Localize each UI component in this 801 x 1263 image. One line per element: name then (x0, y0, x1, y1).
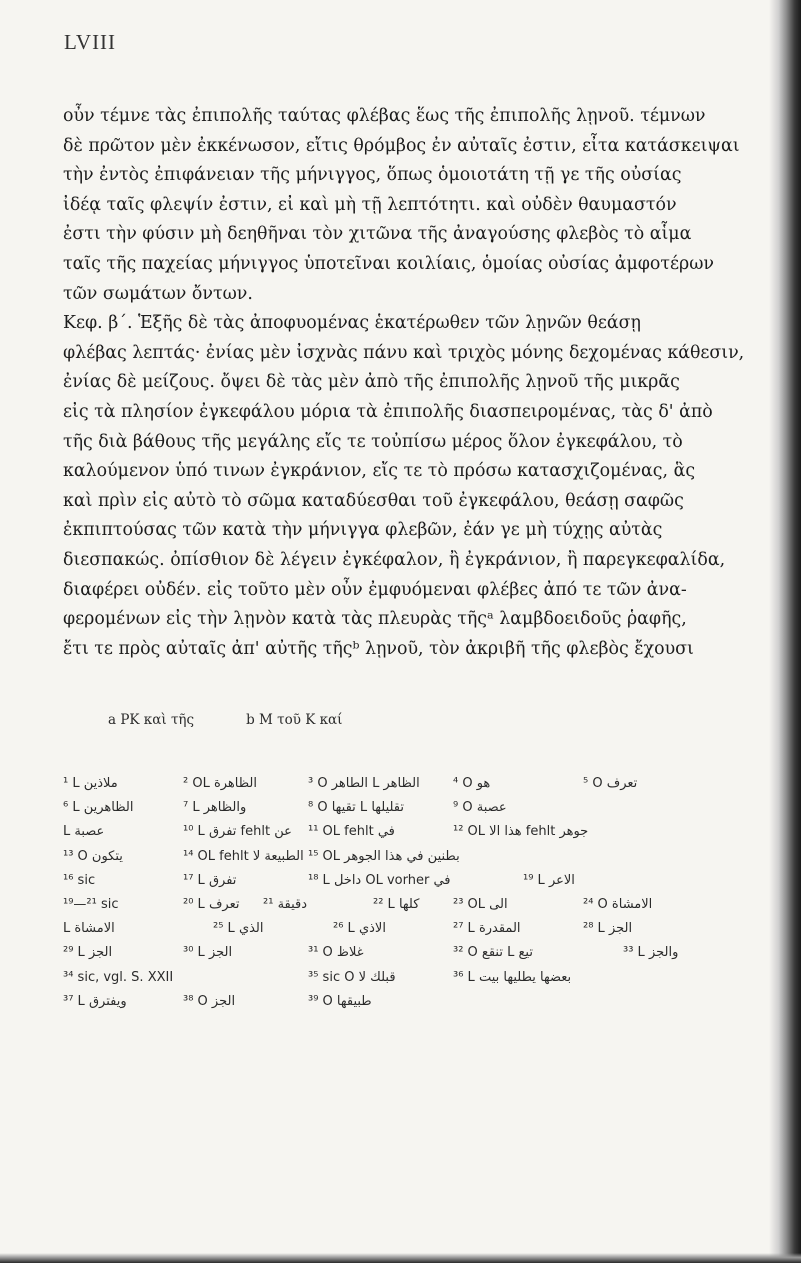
arabic-reading: الجوهر (344, 848, 381, 864)
arabic-reading: الظاهرة (213, 776, 257, 791)
text-line: ἔτι τε πρὸς αὐταῖς ἀπ' αὐτῆς τῆςᵇ λῃνοῦ, τὸν ἀκριβῆ τῆς φλεβὸς ἔχουσι (63, 638, 694, 659)
arabic-reading: تفرق (208, 824, 237, 840)
siglum: L (63, 921, 75, 937)
siglum: ¹⁹ L (523, 872, 549, 888)
apparatus-row (63, 966, 753, 990)
arabic-reading: الذي (238, 921, 264, 937)
text-line: οὖν τέμνε τὰς ἐπιπολῆς ταύτας φλέβας ἕως τῆς ἐπιπολῆς λῃνοῦ. τέμνων (63, 106, 706, 126)
apparatus-entry (453, 893, 508, 917)
siglum: ²⁶ L (333, 921, 359, 937)
siglum: L (355, 800, 372, 816)
siglum: في (402, 848, 428, 864)
text-line: ἐνίας δὲ μείζους. ὄψει δὲ τὰς μὲν ἀπὸ τῆς ἐπιπολῆς λῃνοῦ τῆς μικρᾶς (63, 372, 680, 393)
siglum: ¹³ O (63, 848, 92, 864)
apparatus-entry (63, 796, 133, 820)
siglum: L (502, 945, 519, 961)
apparatus-entry (308, 869, 451, 893)
arabic-reading: هو (476, 776, 491, 791)
greek-footnote: b M τοῦ K καί (246, 712, 343, 728)
apparatus-entry (453, 820, 588, 844)
page-number: LVIII (64, 30, 117, 54)
apparatus-entry (183, 990, 235, 1014)
text-line: διαφέρει οὐδέν. εἰς τοῦτο μὲν οὖν ἐμφυόμεναι φλέβες ἀπό τε τῶν ἀνα- (63, 579, 687, 600)
arabic-reading: الجز (211, 993, 236, 1009)
arabic-reading: الاعر (548, 872, 575, 888)
text-line: ἐστι τὴν φύσιν μὴ δεηθῆναι τὸν χιτῶνα τῆς ἀναγούσης φλεβὸς τὸ αἷμα (63, 224, 692, 245)
page-right-edge-shadow (769, 0, 801, 1263)
text-line: ἰδέᾳ ταῖς φλεψίν ἐστιν, εἰ καὶ μὴ τῇ λεπτότητι. καὶ οὐδὲν θαυμαστόν (63, 194, 677, 215)
arabic-reading: يتكون (91, 848, 123, 864)
siglum: ²⁹ L (63, 945, 89, 961)
apparatus-entry (308, 772, 420, 796)
siglum: ²⁷ L (453, 921, 479, 937)
siglum: ¹⁹—²¹ sic (63, 896, 119, 912)
apparatus-entry (308, 966, 396, 990)
siglum: ⁵ O (583, 776, 607, 791)
apparatus-entry (183, 820, 292, 844)
siglum: ²² L (373, 896, 399, 912)
text-line: εἰς τὰ πλησίον ἐγκεφάλου μόρια τὰ ἐπιπολῆς διασπειρομένας, τὰς δ' ἀπὸ (63, 401, 713, 422)
text-line: διεσπακώς. ὀπίσθιον δὲ λέγειν ἐγκέφαλον, ἢ ἐγκράνιον, ἢ παρεγκεφαλίδα, (63, 549, 726, 570)
arabic-reading: الطبيعة (264, 848, 304, 864)
arabic-reading: تعرف (606, 776, 638, 791)
arabic-reading: في (377, 824, 395, 840)
siglum: ³⁸ O (183, 993, 212, 1009)
siglum: ¹² OL (453, 824, 490, 840)
siglum: L (367, 776, 384, 791)
siglum: ²⁰ L (183, 896, 209, 912)
siglum: OL vorher (361, 872, 434, 888)
arabic-reading: ويفترق (88, 993, 127, 1009)
arabic-reading: الجز (608, 921, 633, 937)
arabic-reading: عصبة (476, 800, 507, 816)
arabic-reading: ملاذين (83, 776, 118, 791)
arabic-reading: تفرق (208, 872, 237, 888)
arabic-reading: الاذي (358, 921, 386, 937)
siglum: ³⁹ O (308, 993, 337, 1009)
text-line: καὶ πρὶν εἰς αὐτὸ τὸ σῶμα καταδύεσθαι τοῦ ἐγκεφάλου, θεάσῃ σαφῶς (63, 490, 684, 511)
siglum: ²⁵ L (213, 921, 239, 937)
apparatus-entry (453, 966, 571, 990)
arabic-reading: قبلك (370, 969, 396, 985)
arabic-reading: داخل (333, 872, 362, 888)
siglum: ¹⁴ OL fehlt (183, 848, 253, 864)
arabic-reading: تيع (518, 945, 533, 961)
siglum: ⁴ O (453, 776, 477, 791)
apparatus-entry (373, 893, 419, 917)
siglum: fehlt (521, 824, 560, 840)
text-line: ταῖς τῆς παχείας μήνιγγος ὑποτεῖναι κοιλίαις, ὁμοίας οὐσίας ἀμφοτέρων (63, 253, 715, 274)
apparatus-row (63, 990, 753, 1014)
arabic-reading: في (433, 872, 451, 888)
apparatus-entry (453, 796, 507, 820)
apparatus-entry (183, 772, 257, 796)
apparatus-entry (308, 820, 395, 844)
siglum: ¹⁸ L (308, 872, 334, 888)
arabic-reading: الجز (208, 945, 233, 961)
siglum: ⁶ L (63, 800, 84, 816)
arabic-reading: الامشاة (74, 921, 115, 937)
siglum: ²³ OL (453, 896, 490, 912)
arabic-reading: لا (252, 848, 261, 864)
arabic-reading: طبيقها (336, 993, 372, 1009)
apparatus-entry (63, 820, 104, 844)
text-line: Κεφ. β΄. Ἑξῆς δὲ τὰς ἀποφυομένας ἑκατέρωθεν τῶν λῃνῶν θεάσῃ (63, 313, 641, 334)
arabic-reading: يطليها (503, 969, 536, 985)
apparatus-entry (63, 893, 119, 917)
page-bottom-edge-shadow (0, 1253, 801, 1263)
siglum: L (63, 824, 75, 840)
siglum: ³⁵ sic O (308, 969, 359, 985)
arabic-reading: دقيقة (277, 896, 308, 912)
apparatus-entry (183, 941, 232, 965)
apparatus-row (63, 796, 753, 820)
apparatus-entry (63, 941, 112, 965)
apparatus-entry (63, 845, 123, 869)
arabic-reading: الى (489, 896, 508, 912)
siglum: ²⁴ O (583, 896, 612, 912)
siglum: ¹⁷ L (183, 872, 209, 888)
arabic-reading: والظاهر (203, 800, 247, 816)
text-line: τῆς διὰ βάθους τῆς μεγάλης εἴς τε τοὐπίσω μέρος ὅλον ἐγκεφάλου, τὸ (63, 431, 683, 452)
arabic-reading: غلاظ (336, 945, 364, 961)
siglum: ²¹ (263, 896, 278, 912)
siglum: ³² O (453, 945, 482, 961)
apparatus-entry (308, 845, 460, 869)
greek-main-text (63, 102, 753, 664)
siglum: ⁹ O (453, 800, 477, 816)
arabic-reading: عصبة (74, 824, 105, 840)
siglum: ³³ L (623, 945, 649, 961)
apparatus-entry (263, 893, 307, 917)
apparatus-entry (308, 990, 372, 1014)
arabic-reading: الا (489, 824, 501, 840)
text-line: ἐκπιπτούσας τῶν κατὰ τὴν μήνιγγα φλεβῶν, ἐάν γε μὴ τύχῃς αὐτὰς (63, 520, 663, 541)
siglum: ³⁴ sic, vgl. S. XXII (63, 969, 174, 985)
apparatus-entry (453, 941, 533, 965)
apparatus-entry (63, 966, 173, 990)
arabic-reading: الامشاة (611, 896, 653, 912)
siglum: ³⁶ L (453, 969, 479, 985)
apparatus-entry (308, 941, 364, 965)
arabic-reading: تقيها (331, 800, 356, 816)
apparatus-entry (213, 917, 264, 941)
arabic-apparatus (63, 772, 753, 1014)
arabic-reading: الظاهر (383, 776, 420, 791)
apparatus-entry (623, 941, 678, 965)
siglum: ¹ L (63, 776, 84, 791)
apparatus-row (63, 869, 753, 893)
arabic-reading: الجز (88, 945, 113, 961)
apparatus-row (63, 820, 753, 844)
text-line: τῶν σωμάτων ὄντων. (63, 283, 253, 304)
siglum: ³⁰ L (183, 945, 209, 961)
apparatus-row (63, 845, 753, 869)
apparatus-entry (583, 772, 637, 796)
apparatus-entry (63, 990, 127, 1014)
apparatus-entry (183, 869, 236, 893)
arabic-reading: هذا (385, 848, 403, 864)
text-line: φλέβας λεπτάς· ἐνίας μὲν ἰσχνὰς πάνυ καὶ τριχὸς μόνης δεχομένας κάθεσιν, (63, 342, 745, 363)
apparatus-entry (183, 845, 304, 869)
apparatus-entry (583, 893, 652, 917)
greek-footnote: a PK καὶ τῆς (108, 712, 195, 728)
siglum: ³¹ O (308, 945, 337, 961)
arabic-reading: عن (274, 824, 292, 840)
apparatus-entry (583, 917, 632, 941)
greek-footnotes (108, 712, 668, 728)
siglum: ¹⁰ L (183, 824, 209, 840)
apparatus-row (63, 941, 753, 965)
apparatus-row (63, 893, 753, 917)
siglum: ⁸ O (308, 800, 332, 816)
apparatus-entry (333, 917, 386, 941)
apparatus-entry (453, 917, 521, 941)
apparatus-entry (63, 917, 115, 941)
arabic-reading: تقليلها (371, 800, 404, 816)
siglum: ¹¹ OL fehlt (308, 824, 378, 840)
arabic-reading: بطنين (427, 848, 460, 864)
arabic-reading: تعرف (208, 896, 240, 912)
arabic-reading: تنقع (481, 945, 503, 961)
arabic-reading: المقدرة (478, 921, 521, 937)
siglum: ¹⁶ sic (63, 872, 96, 888)
siglum: ³ O (308, 776, 332, 791)
text-line: τὴν ἐντὸς ἐπιφάνειαν τῆς μήνιγγος, ὅπως ὁμοιοτάτη τῇ γε τῆς οὐσίας (63, 165, 682, 186)
apparatus-entry (63, 869, 95, 893)
apparatus-row (63, 917, 753, 941)
apparatus-row (63, 772, 753, 796)
text-line: καλούμενον ὑπό τινων ἐγκράνιον, εἴς τε τὸ πρόσω κατασχιζομένας, ἃς (63, 461, 696, 482)
siglum: fehlt (236, 824, 275, 840)
apparatus-entry (523, 869, 575, 893)
arabic-reading: لا (358, 969, 367, 985)
text-line: φερομένων εἰς τὴν λῃνὸν κατὰ τὰς πλευρὰς τῆςᵃ λαμβδοειδοῦς ῥαφῆς, (63, 609, 687, 630)
arabic-reading: بعضها (540, 969, 572, 985)
apparatus-entry (183, 796, 246, 820)
siglum: ¹⁵ OL (308, 848, 345, 864)
arabic-reading: كلها (398, 896, 420, 912)
arabic-reading: هذا (504, 824, 522, 840)
arabic-reading: بيت (478, 969, 500, 985)
siglum: ⁷ L (183, 800, 204, 816)
siglum: ²⁸ L (583, 921, 609, 937)
arabic-reading: جوهر (559, 824, 589, 840)
siglum: ² OL (183, 776, 214, 791)
arabic-reading: والجز (648, 945, 679, 961)
text-line: δὲ πρῶτον μὲν ἐκκένωσον, εἴτις θρόμβος ἐν αὐταῖς ἐστιν, εἶτα κατάσκειψαι (63, 135, 740, 156)
arabic-reading: الظاهرين (83, 800, 134, 816)
apparatus-entry (308, 796, 404, 820)
apparatus-entry (183, 893, 239, 917)
siglum: ³⁷ L (63, 993, 89, 1009)
apparatus-entry (453, 772, 490, 796)
arabic-reading: الطاهر (331, 776, 368, 791)
apparatus-entry (63, 772, 118, 796)
